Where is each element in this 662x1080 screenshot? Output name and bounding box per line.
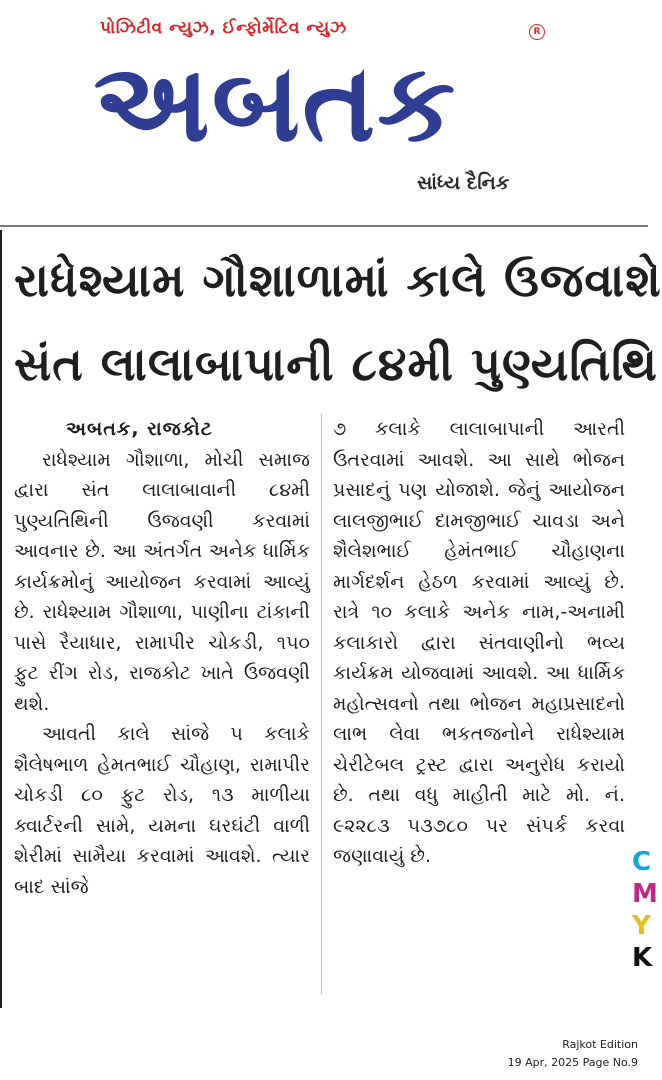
article-column-right — [333, 414, 625, 872]
edition-date-page: 19 Apr, 2025 Page No.9 — [507, 1056, 638, 1069]
article-paragraph: રાધેશ્યામ ગૌશાળા, મોચી સમાજ દ્વારા સંત લાલાબાવાની ૮૪મી પુણ્યતિથિની ઉજવણી કરવામાં આવનાર છે. આ અંતર્ગત અનેક ધાર્મિક કાર્યક્રમોનું આયોજન કરવામાં આવ્યું છે. રાધેશ્યામ ગૌશાળા, પાણીના ટાંકાની પાસે રૈયાધાર, રામાપીર ચોકડી, ૧૫૦ ફુટ રીંગ રોડ, રાજકોટ ખાતે ઉજવણી થશે. — [14, 448, 310, 715]
article-frame-border — [0, 230, 2, 1008]
edition-name: Rajkot Edition — [562, 1038, 638, 1051]
cmyk-y: Y — [632, 911, 651, 941]
cmyk-k: K — [632, 943, 653, 973]
article-column-left — [14, 414, 310, 902]
article-paragraph: આવતી કાલે સાંજે ૫ કલાકે શૈલેષભાળ હેમતભાઈ ચૌહાણ, રામાપીર ચોકડી ૮૦ ફુટ રોડ, ૧૩ માળીયા ક્વાર્ટરની સામે, યમના ઘરઘંટી વાળી શેરીમાં સામૈયા કરવામાં આવશે. ત્યાર બાદ સાંજે — [14, 723, 310, 898]
cmyk-registration-marks — [632, 846, 658, 974]
masthead-subtitle: સાંધ્ય દૈનિક — [417, 172, 510, 194]
headline-line-2: સંત લાલાબાપાની ૮૪મી પુણ્યતિથિ — [14, 337, 658, 391]
cmyk-m: M — [632, 879, 658, 909]
masthead-tagline: પોઝિટીવ ન્યુઝ, ઈન્ફોર્મેટિવ ન્યુઝ — [100, 18, 347, 38]
masthead — [0, 0, 648, 220]
article-dateline: અબતક, રાજકોટ — [66, 418, 213, 440]
edition-info — [508, 1036, 638, 1072]
article-paragraph: ૭ કલાકે લાલાબાપાની આરતી ઉતરવામાં આવશે. આ સાથે ભોજન પ્રસાદનું પણ યોજાશે. જેનું આયોજન લાલજીભાઈ દામજીભાઈ ચાવડા અને શૈલેશભાઈ હેમંતભાઈ ચૌહાણના માર્ગદર્શન હેઠળ કરવામાં આવ્યું છે. રાત્રે ૧૦ કલાકે અનેક નામ,-અનામી કલાકારો દ્વારા સંતવાણીનો ભવ્ય કાર્યક્રમ યોજવામાં આવશે. આ ધાર્મિક મહોત્સવનો તથા ભોજન મહાપ્રસાદનો લાભ લેવા ભકતજનોને રાધેશ્યામ ચેરીટેબલ ટ્રસ્ટ દ્વારા અનુરોધ કરાયો છે. તથા વધુ માહીતી માટે મો. નં. ૯૨૨૮૩ ૫૩૭૮૦ પર સંપર્ક કરવા જણાવાયું છે. — [333, 418, 625, 867]
registered-mark-icon: R — [529, 24, 545, 40]
cmyk-c: C — [632, 847, 652, 877]
column-divider — [321, 414, 322, 994]
masthead-divider — [0, 225, 648, 227]
newspaper-logo: અબતક — [93, 41, 458, 166]
headline-line-1: રાધેશ્યામ ગૌશાળામાં કાલે ઉજવાશે — [14, 253, 662, 307]
